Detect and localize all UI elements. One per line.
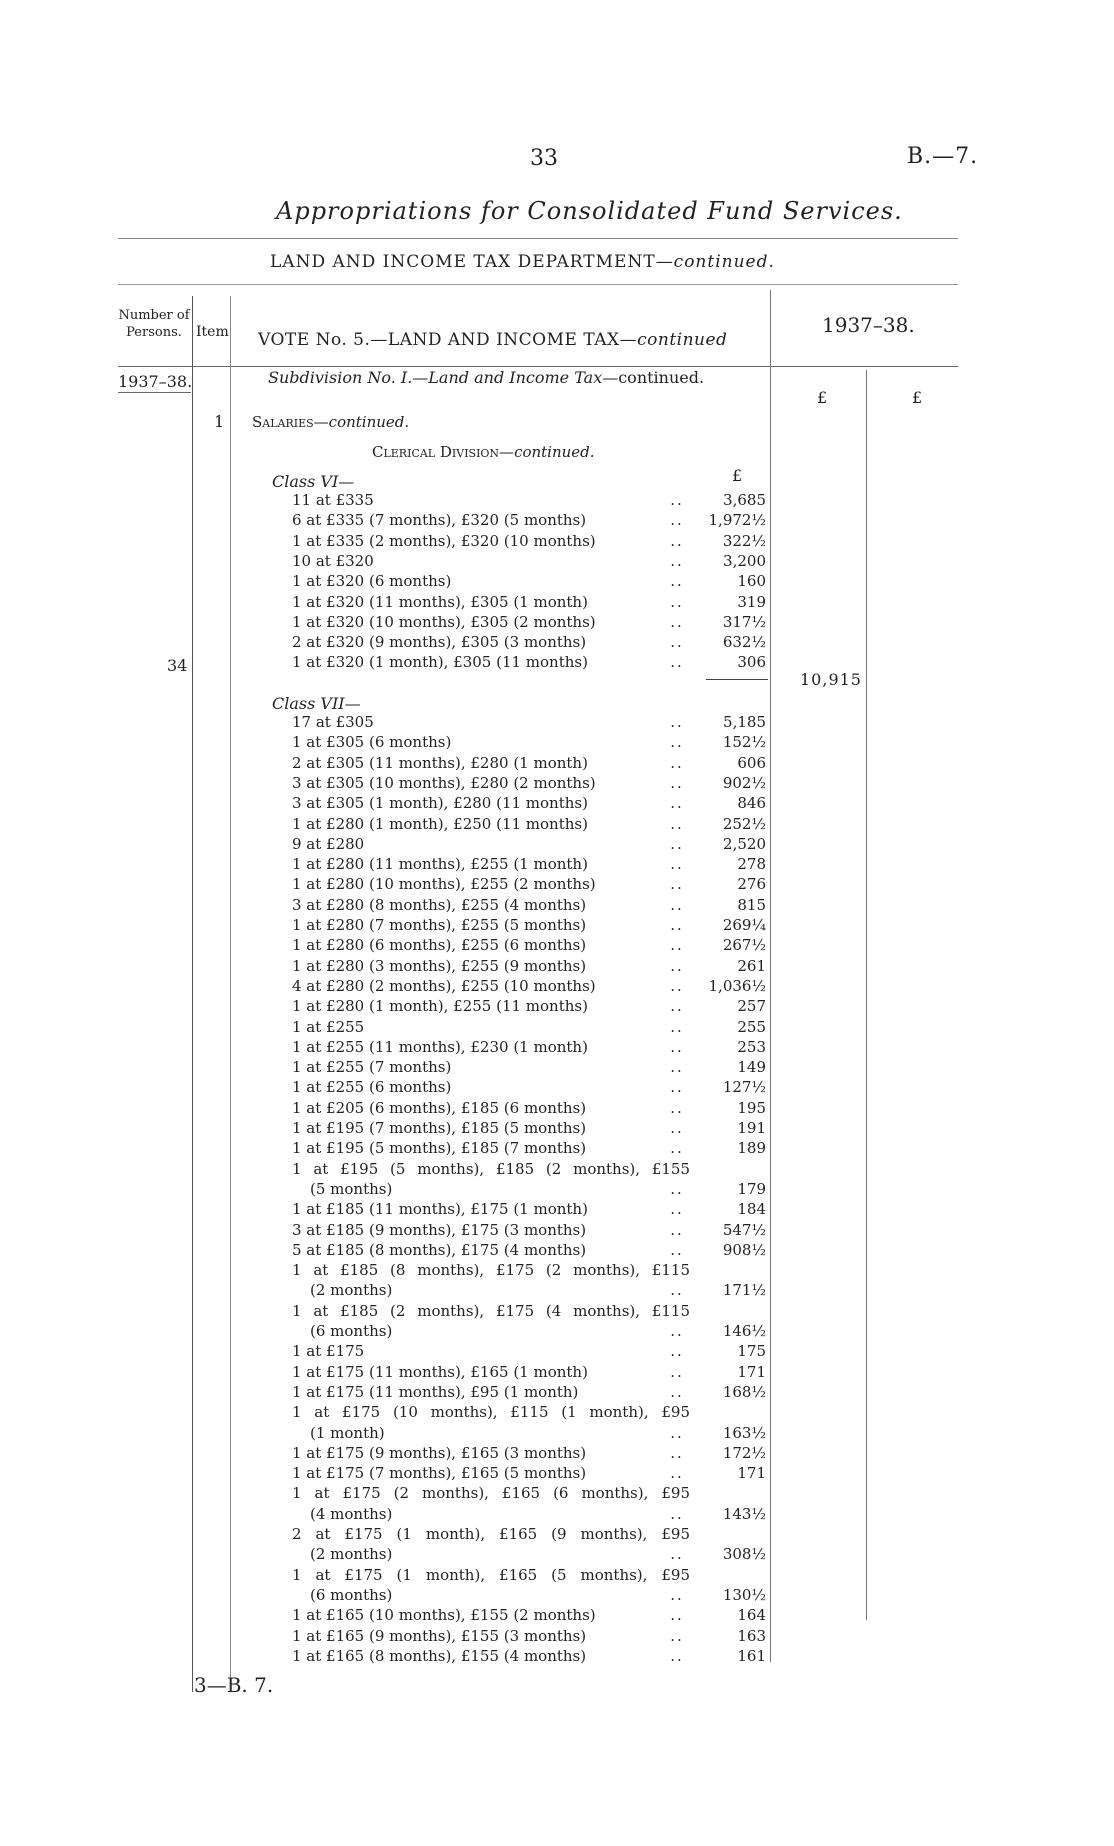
page-number: 33	[530, 146, 558, 171]
leader-dots: ..	[670, 916, 684, 934]
table-row-amount: 2,520	[723, 834, 766, 853]
leader-dots: ..	[670, 1220, 684, 1239]
leader-dots: ..	[670, 1545, 684, 1564]
salaries-continued: continued.	[328, 413, 410, 431]
leader-dots: ..	[670, 753, 684, 772]
leader-dots: ..	[670, 1200, 684, 1219]
table-row-description: 1 at £280 (10 months), £255 (2 months)	[292, 875, 596, 894]
table-row-amount: 606	[737, 753, 766, 772]
leader-dots: ..	[670, 1342, 684, 1361]
footer-signature: 3—B. 7.	[194, 1673, 274, 1697]
table-row-description: 1 at £320 (11 months), £305 (1 month)	[292, 592, 588, 611]
table-row-description: 2 at £175 (1 month), £165 (9 months), £95	[292, 1525, 690, 1543]
leader-dots: ..	[670, 834, 684, 853]
table-row-description: 1 at £165 (9 months), £155 (3 months)	[292, 1626, 587, 1645]
table-row-description: 6 at £335 (7 months), £320 (5 months)	[292, 511, 587, 530]
leader-dots: ..	[670, 592, 684, 611]
table-row-description: 11 at £335	[292, 491, 374, 509]
table-row-amount: 632½	[722, 633, 766, 652]
vote-continued: continued	[637, 330, 728, 350]
leader-dots: ..	[670, 1119, 684, 1137]
salaries-heading	[252, 412, 409, 432]
leader-dots: ..	[670, 491, 684, 509]
year-column-label: 1937–38.	[118, 372, 193, 391]
table-row-amount: 257	[737, 997, 766, 1016]
subdivision-continued: continued.	[618, 368, 705, 387]
department-name: LAND AND INCOME TAX DEPARTMENT—	[270, 252, 674, 272]
table-row-amount: 3,685	[723, 491, 766, 509]
table-row-amount: 547½	[722, 1220, 766, 1239]
table-row-description-continued: (1 month)	[310, 1423, 385, 1442]
item-header: Item	[196, 324, 229, 340]
table-row-amount: 261	[737, 956, 766, 975]
class-vi-heading: Class VI—	[272, 472, 355, 491]
leader-dots: ..	[670, 855, 684, 874]
table-row-amount: 163	[737, 1626, 766, 1645]
class-vii-heading: Class VII—	[272, 694, 361, 713]
rule-col-amounts	[770, 290, 771, 1662]
division-label: Clerical Division—	[372, 443, 515, 461]
table-row-description: 5 at £185 (8 months), £175 (4 months)	[292, 1240, 587, 1259]
document-reference: B.—7.	[907, 144, 979, 169]
table-row-description: 1 at £280 (1 month), £250 (11 months)	[292, 814, 588, 833]
table-row-description: 1 at £175 (7 months), £165 (5 months)	[292, 1464, 587, 1483]
table-row-amount: 152½	[722, 733, 766, 752]
rule-col-item	[230, 296, 231, 1692]
rule-col-totals	[866, 370, 867, 1620]
leader-dots: ..	[670, 713, 684, 731]
department-continued: continued.	[673, 252, 775, 272]
item-number: 1	[214, 412, 225, 431]
salaries-label: Salaries—	[252, 413, 329, 431]
table-row-description: 1 at £320 (1 month), £305 (11 months)	[292, 653, 588, 672]
table-row-amount: 308½	[722, 1545, 766, 1564]
leader-dots: ..	[670, 1322, 684, 1340]
leader-dots: ..	[670, 997, 684, 1016]
table-row-amount: 267½	[722, 936, 766, 955]
division-continued: continued.	[514, 443, 595, 461]
table-row-description: 1 at £175 (11 months), £95 (1 month)	[292, 1382, 579, 1401]
leader-dots: ..	[670, 1464, 684, 1483]
leader-dots: ..	[670, 976, 684, 995]
leader-dots: ..	[670, 511, 684, 530]
table-row-amount: 163½	[722, 1423, 766, 1442]
table-row-amount: 319	[737, 592, 766, 611]
table-row-description: 4 at £280 (2 months), £255 (10 months)	[292, 976, 596, 995]
table-row-amount: 3,200	[723, 551, 766, 570]
table-row-amount: 269¼	[722, 916, 766, 934]
table-row-description: 1 at £280 (1 month), £255 (11 months)	[292, 997, 588, 1016]
leader-dots: ..	[670, 1606, 684, 1625]
subdivision-name: Subdivision No. I.—Land and Income Tax—	[268, 368, 619, 387]
table-row-amount: 322½	[722, 531, 766, 550]
leader-dots: ..	[670, 895, 684, 914]
table-row-description-continued: (4 months)	[310, 1504, 393, 1523]
table-row-description: 1 at £305 (6 months)	[292, 733, 452, 752]
leader-dots: ..	[670, 1037, 684, 1056]
table-row-amount: 276	[737, 875, 766, 894]
table-row-amount: 127½	[722, 1078, 766, 1097]
rule-class-vi-subtotal	[706, 679, 768, 680]
table-row-description-continued: (2 months)	[310, 1545, 393, 1564]
table-row-description: 1 at £165 (8 months), £155 (4 months)	[292, 1646, 587, 1665]
table-row-description: 1 at £175 (2 months), £165 (6 months), £95	[292, 1484, 690, 1503]
table-row-amount: 164	[737, 1606, 766, 1625]
table-row-description: 1 at £195 (7 months), £185 (5 months)	[292, 1119, 587, 1137]
table-row-description: 3 at £185 (9 months), £175 (3 months)	[292, 1220, 587, 1239]
leader-dots: ..	[670, 1179, 684, 1198]
table-row-amount: 255	[737, 1017, 766, 1036]
division-heading	[372, 442, 595, 462]
table-row-amount: 146½	[722, 1322, 766, 1340]
department-title	[270, 252, 775, 272]
table-row-description: 3 at £280 (8 months), £255 (4 months)	[292, 895, 587, 914]
leader-dots: ..	[670, 1585, 684, 1604]
table-row-amount: 149	[737, 1058, 766, 1077]
table-row-amount: 184	[737, 1200, 766, 1219]
table-row-description-continued: (6 months)	[310, 1585, 393, 1604]
table-row-description: 3 at £305 (1 month), £280 (11 months)	[292, 794, 588, 813]
table-row-amount: 902½	[722, 773, 766, 792]
table-row-amount: 168½	[722, 1382, 766, 1401]
table-row-description: 1 at £175 (9 months), £165 (3 months)	[292, 1443, 587, 1462]
table-row-description: 1 at £185 (2 months), £175 (4 months), £115	[292, 1301, 690, 1320]
table-row-amount: 179	[737, 1179, 766, 1198]
table-row-amount: 171½	[722, 1281, 766, 1300]
leader-dots: ..	[670, 1281, 684, 1300]
rule-header-top	[118, 284, 958, 285]
leader-dots: ..	[670, 1362, 684, 1381]
table-row-amount: 1,972½	[708, 511, 766, 530]
class-vi-subtotal: 10,915	[800, 670, 862, 689]
table-row-amount: 278	[737, 855, 766, 874]
leader-dots: ..	[670, 1443, 684, 1462]
rule-top	[118, 238, 958, 239]
table-row-description-continued: (6 months)	[310, 1322, 393, 1340]
leader-dots: ..	[670, 1139, 684, 1158]
vote-title	[258, 330, 727, 350]
table-row-description: 1 at £195 (5 months), £185 (7 months)	[292, 1139, 587, 1158]
table-row-amount: 143½	[722, 1504, 766, 1523]
table-row-description: 1 at £280 (6 months), £255 (6 months)	[292, 936, 587, 955]
leader-dots: ..	[670, 1626, 684, 1645]
leader-dots: ..	[670, 612, 684, 631]
table-row-description: 1 at £175 (1 month), £165 (5 months), £95	[292, 1565, 690, 1584]
table-row-description: 1 at £185 (11 months), £175 (1 month)	[292, 1200, 588, 1219]
leader-dots: ..	[670, 1078, 684, 1097]
table-row-amount: 317½	[722, 612, 766, 631]
table-row-amount: 161	[737, 1646, 766, 1665]
leader-dots: ..	[670, 1423, 684, 1442]
table-row-description: 1 at £280 (11 months), £255 (1 month)	[292, 855, 588, 874]
table-row-description: 3 at £305 (10 months), £280 (2 months)	[292, 773, 596, 792]
table-row-description: 1 at £175	[292, 1342, 365, 1361]
table-row-description: 17 at £305	[292, 713, 374, 731]
table-row-description: 1 at £185 (8 months), £175 (2 months), £115	[292, 1261, 690, 1280]
table-row-description: 9 at £280	[292, 834, 365, 853]
leader-dots: ..	[670, 773, 684, 792]
table-row-description: 1 at £175 (11 months), £165 (1 month)	[292, 1362, 588, 1381]
table-row-amount: 908½	[722, 1240, 766, 1259]
leader-dots: ..	[670, 633, 684, 652]
leader-dots: ..	[670, 875, 684, 894]
table-row-amount: 815	[737, 895, 766, 914]
table-row-amount: 172½	[722, 1443, 766, 1462]
class-vi-persons: 34	[167, 656, 188, 675]
leader-dots: ..	[670, 551, 684, 570]
leader-dots: ..	[670, 814, 684, 833]
table-row-description: 10 at £320	[292, 551, 374, 570]
vote-name: VOTE No. 5.—LAND AND INCOME TAX—	[258, 330, 638, 350]
leader-dots: ..	[670, 572, 684, 591]
table-row-amount: 191	[737, 1119, 766, 1137]
table-row-amount: 171	[737, 1464, 766, 1483]
table-row-amount: 306	[737, 653, 766, 672]
rule-header-bottom	[118, 366, 958, 367]
main-title: Appropriations for Consolidated Fund Services.	[276, 197, 903, 225]
table-row-description: 1 at £280 (7 months), £255 (5 months)	[292, 916, 587, 934]
table-row-description: 1 at £255 (11 months), £230 (1 month)	[292, 1037, 588, 1056]
table-row-description: 1 at £175 (10 months), £115 (1 month), £95	[292, 1403, 690, 1422]
table-row-description: 1 at £255 (6 months)	[292, 1078, 452, 1097]
table-row-amount: 175	[737, 1342, 766, 1361]
table-row-amount: 160	[737, 572, 766, 591]
table-row-description: 1 at £335 (2 months), £320 (10 months)	[292, 531, 596, 550]
table-row-amount: 252½	[722, 814, 766, 833]
leader-dots: ..	[670, 1504, 684, 1523]
table-row-description: 1 at £255	[292, 1017, 365, 1036]
pound-sign-col1: £	[817, 388, 828, 407]
leader-dots: ..	[670, 1098, 684, 1117]
year-header: 1937–38.	[822, 313, 915, 337]
leader-dots: ..	[670, 936, 684, 955]
table-row-amount: 253	[737, 1037, 766, 1056]
table-row-description: 1 at £205 (6 months), £185 (6 months)	[292, 1098, 587, 1117]
table-row-amount: 5,185	[723, 713, 766, 731]
leader-dots: ..	[670, 653, 684, 672]
leader-dots: ..	[670, 1058, 684, 1077]
rule-col-persons	[192, 296, 193, 1692]
table-row-description: 1 at £320 (10 months), £305 (2 months)	[292, 612, 596, 631]
table-row-amount: 130½	[722, 1585, 766, 1604]
leader-dots: ..	[670, 531, 684, 550]
amount-pound-sign: £	[732, 466, 743, 485]
table-row-amount: 846	[737, 794, 766, 813]
pound-sign-col2: £	[912, 388, 923, 407]
table-row-description: 1 at £165 (10 months), £155 (2 months)	[292, 1606, 596, 1625]
table-row-description: 1 at £280 (3 months), £255 (9 months)	[292, 956, 587, 975]
table-row-description: 1 at £195 (5 months), £185 (2 months), £155	[292, 1159, 690, 1178]
leader-dots: ..	[670, 794, 684, 813]
table-row-description: 2 at £305 (11 months), £280 (1 month)	[292, 753, 588, 772]
table-row-amount: 1,036½	[708, 976, 766, 995]
table-row-description: 1 at £255 (7 months)	[292, 1058, 452, 1077]
leader-dots: ..	[670, 1017, 684, 1036]
leader-dots: ..	[670, 1646, 684, 1665]
table-row-description: 2 at £320 (9 months), £305 (3 months)	[292, 633, 587, 652]
leader-dots: ..	[670, 1240, 684, 1259]
number-of-persons-header: Number of Persons.	[118, 308, 190, 340]
table-row-amount: 189	[737, 1139, 766, 1158]
table-row-description-continued: (2 months)	[310, 1281, 393, 1300]
leader-dots: ..	[670, 956, 684, 975]
rule-year-under	[118, 392, 191, 393]
table-row-description-continued: (5 months)	[310, 1179, 393, 1198]
leader-dots: ..	[670, 1382, 684, 1401]
subdivision-heading	[268, 368, 704, 388]
table-row-description: 1 at £320 (6 months)	[292, 572, 452, 591]
table-row-amount: 171	[737, 1362, 766, 1381]
leader-dots: ..	[670, 733, 684, 752]
table-row-amount: 195	[737, 1098, 766, 1117]
